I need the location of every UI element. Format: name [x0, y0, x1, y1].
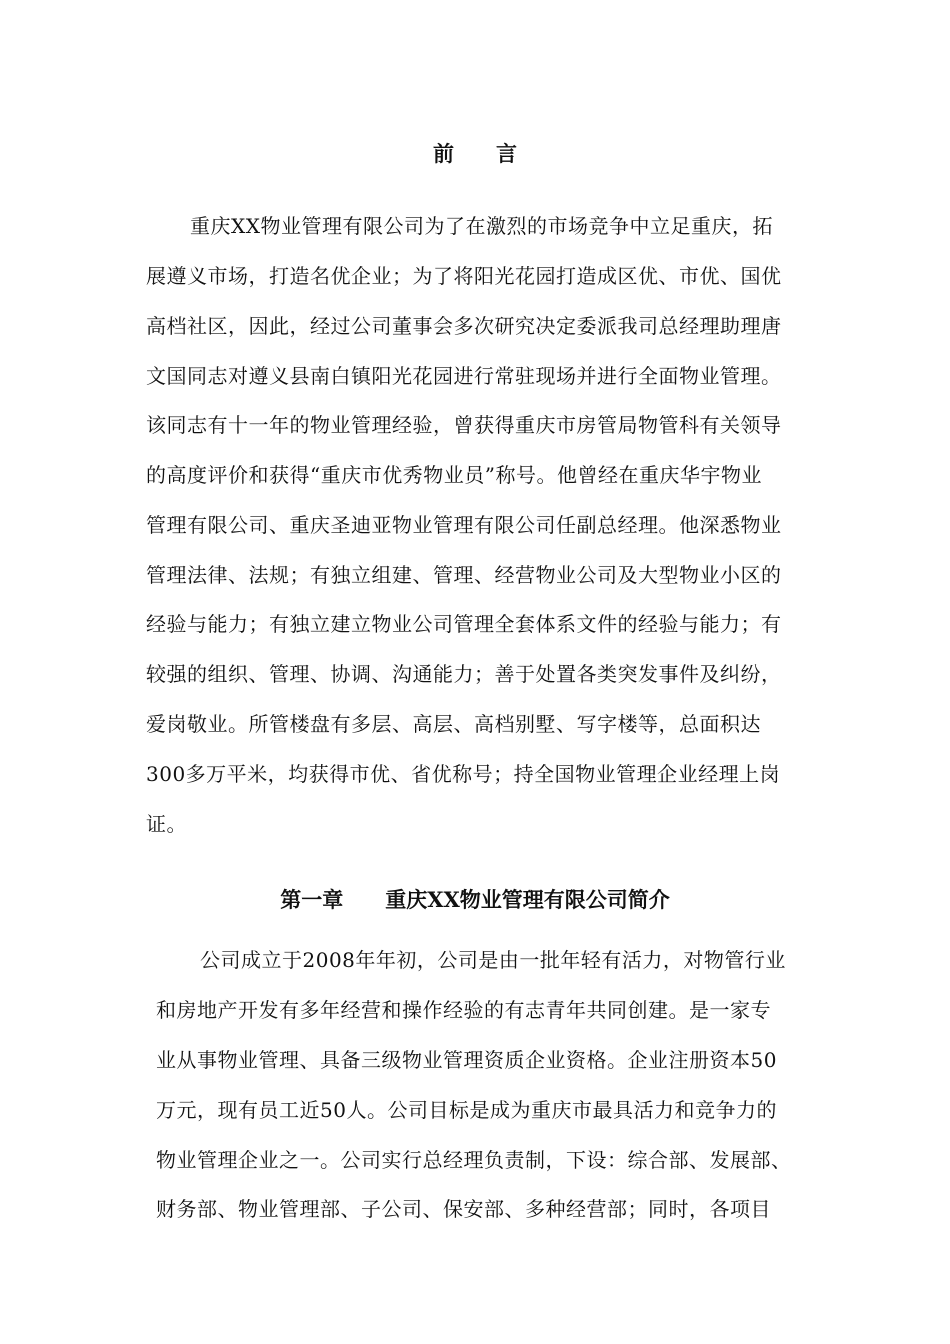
text-line: 物业管理企业之一。公司实行总经理负责制，下设：综合部、发展部、: [156, 1148, 792, 1172]
text-line: 300多万平米，均获得市优、省优称号；持全国物业管理企业经理上岗: [146, 762, 781, 786]
text-line: 公司成立于2008年年初，公司是由一批年轻有活力，对物管行业: [200, 948, 786, 972]
preface-title: 前 言: [433, 141, 517, 166]
text-line: 较强的组织、管理、协调、沟通能力；善于处置各类突发事件及纠纷，: [146, 662, 782, 686]
text-line: 万元，现有员工近50人。公司目标是成为重庆市最具活力和竞争力的: [156, 1098, 777, 1122]
text-line: 业从事物业管理、具备三级物业管理资质企业资格。企业注册资本50: [156, 1048, 777, 1072]
text-line: 管理法律、法规；有独立组建、管理、经营物业公司及大型物业小区的: [146, 563, 782, 587]
text-line: 高档社区，因此，经过公司董事会多次研究决定委派我司总经理助理唐: [146, 314, 782, 338]
text-line: 该同志有十一年的物业管理经验，曾获得重庆市房管局物管科有关领导: [146, 413, 782, 437]
text-line: 经验与能力；有独立建立物业公司管理全套体系文件的经验与能力；有: [146, 612, 782, 636]
text-line: 展遵义市场，打造名优企业；为了将阳光花园打造成区优、市优、国优: [146, 264, 782, 288]
text-line: 管理有限公司、重庆圣迪亚物业管理有限公司任副总经理。他深悉物业: [146, 513, 782, 537]
text-line: 财务部、物业管理部、子公司、保安部、多种经营部；同时，各项目: [156, 1197, 771, 1221]
text-line: 重庆XX物业管理有限公司为了在激烈的市场竞争中立足重庆，拓: [190, 214, 773, 238]
text-line: 文国同志对遵义县南白镇阳光花园进行常驻现场并进行全面物业管理。: [146, 364, 782, 388]
text-line: 的高度评价和获得“重庆市优秀物业员”称号。他曾经在重庆华宇物业: [146, 463, 762, 487]
text-line: 爱岗敬业。所管楼盘有多层、高层、高档别墅、写字楼等，总面积达: [146, 712, 761, 736]
chapter-title: 第一章 重庆XX物业管理有限公司简介: [280, 887, 670, 912]
text-line: 和房地产开发有多年经营和操作经验的有志青年共同创建。是一家专: [156, 998, 771, 1022]
text-line: 证。: [146, 812, 187, 836]
